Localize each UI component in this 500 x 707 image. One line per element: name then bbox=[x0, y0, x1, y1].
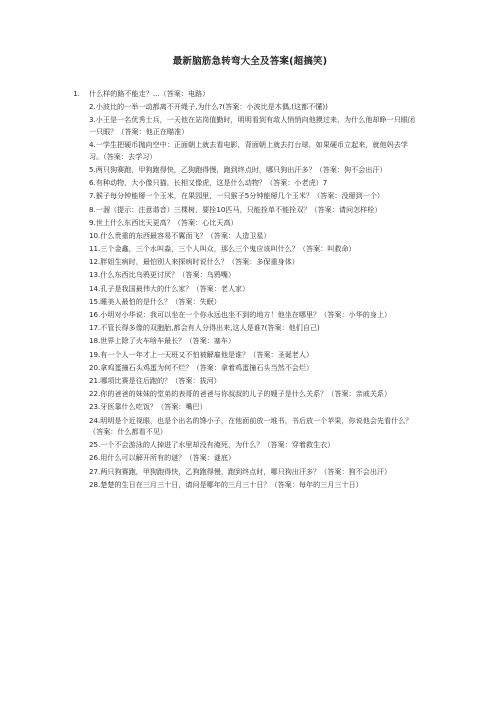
riddle-item: 5.两只狗赛跑，甲狗跑得快，乙狗跑得慢，跑到终点时，哪只狗出汗多？（答案：狗不会出汗） bbox=[89, 164, 387, 174]
page-title: 最新脑筋急转弯大全及答案(超搞笑) bbox=[172, 56, 328, 67]
riddle-item: 什么样的路不能走？...（答案：电路） bbox=[89, 89, 210, 98]
riddle-item: 24.明明是个近视眼，也是个出名的馋小子，在他面前放一堆书，书后放一个苹果，你说他会先看什么？（答案：什么都看不见） bbox=[89, 415, 413, 437]
riddle-item: 10.什么贵重的东西最容易不翼而飞？（答案：人造卫星） bbox=[89, 230, 271, 240]
riddle-item: 27.两只狗赛跑，甲狗跑得快，乙狗跑得慢，跑到终点时，哪只狗出汗多？（答案：狗不会出汗） bbox=[89, 466, 392, 476]
riddle-item: 9.世上什么东西比天更高？（答案：心比天高） bbox=[89, 217, 238, 227]
riddle-item: 13.什么东西比乌鸦更讨厌？（答案：乌鸦嘴） bbox=[89, 270, 236, 280]
riddle-item: 23.牙医靠什么吃饭？（答案：嘴巴） bbox=[89, 402, 207, 412]
riddle-item: 22.你的爸爸的妹妹的堂弟的表哥的爸爸与你叔叔的儿子的嫂子是什么关系？（答案：亲戚关系） bbox=[89, 389, 392, 399]
riddle-item: 4.一学生把硬币抛向空中：正面朝上就去看电影，背面朝上就去打台球，如果硬币立起来，就他妈去学习。（答案：去学习） bbox=[89, 140, 408, 161]
riddle-item: 20.拿鸡蛋撞石头鸡蛋为何不烂？（答案：拿着鸡蛋撞石头当然不会烂） bbox=[89, 362, 314, 372]
riddle-item: 14.孔子是我国最伟大的什么家？（答案：老人家） bbox=[89, 283, 250, 293]
riddle-item: 2.小波比的一举一动都离不开绳子,为什么?(答案：小波比是木偶,(这都不懂)) bbox=[89, 102, 328, 112]
riddle-item: 19.有一个人一年才上一天班又不怕被解雇他是谁？（答案：圣诞老人） bbox=[89, 349, 314, 359]
riddle-list bbox=[89, 88, 419, 492]
riddle-item: 26.用什么可以解开所有的谜？（答案：谜底） bbox=[89, 453, 236, 463]
riddle-item: 21.哪项比赛是往后跑的？（答案：拔河） bbox=[89, 375, 221, 385]
riddle-item: 28.楚楚的生日在三月三十日，请问是哪年的三月三十日？（答案：每年的三月三十日） bbox=[89, 479, 363, 489]
riddle-item: 16.小明对小华说：我可以坐在一个你永远也坐不到的地方！他坐在哪里？（答案：小华的身上） bbox=[89, 310, 392, 319]
riddle-item: 18.世界上除了火车啥车最长？（答案：塞车） bbox=[89, 336, 236, 346]
riddle-item: 12.胖姐生病时，最怕别人来探病时说什么？（答案：多保重身体） bbox=[89, 257, 299, 267]
riddle-item: 25.一个不会游泳的人掉进了水里却没有淹死，为什么？（答案：穿着救生衣） bbox=[89, 440, 335, 450]
riddle-item: 17.不管长得多像的双胞胎,都会有人分得出来,这人是谁?(答案：他们自己) bbox=[89, 323, 320, 333]
riddle-item: 7.猴子每分钟能掰一个玉米，在果园里，一只猴子5分钟能掰几个玉米？（答案：没掰到一个） bbox=[89, 191, 385, 201]
riddle-item: 8.一溜（提示：注意谐音）三棵树，要拴10匹马，只能拴单不能拴双？（答案：请问怎样栓） bbox=[89, 204, 382, 214]
riddle-item: 3.小王是一名优秀士兵，一天他在站岗值勤时，明明看到有敌人悄悄向他摸过来，为什么他却睁一只眼闭一只眼？（答案：他正在瞄准） bbox=[89, 115, 415, 136]
riddle-item: 11.三个金鑫，三个水叫淼，三个人叫众，那么三个鬼应该叫什么？（答案：叫救命） bbox=[89, 244, 356, 254]
riddle-item: 15.睡美人最怕的是什么？（答案：失眠） bbox=[89, 296, 221, 306]
riddle-item: 6.有种动物，大小像只猫，长相又像虎，这是什么动物？（答案：小老虎）7 bbox=[89, 178, 328, 188]
list-number: 1. bbox=[73, 89, 80, 98]
